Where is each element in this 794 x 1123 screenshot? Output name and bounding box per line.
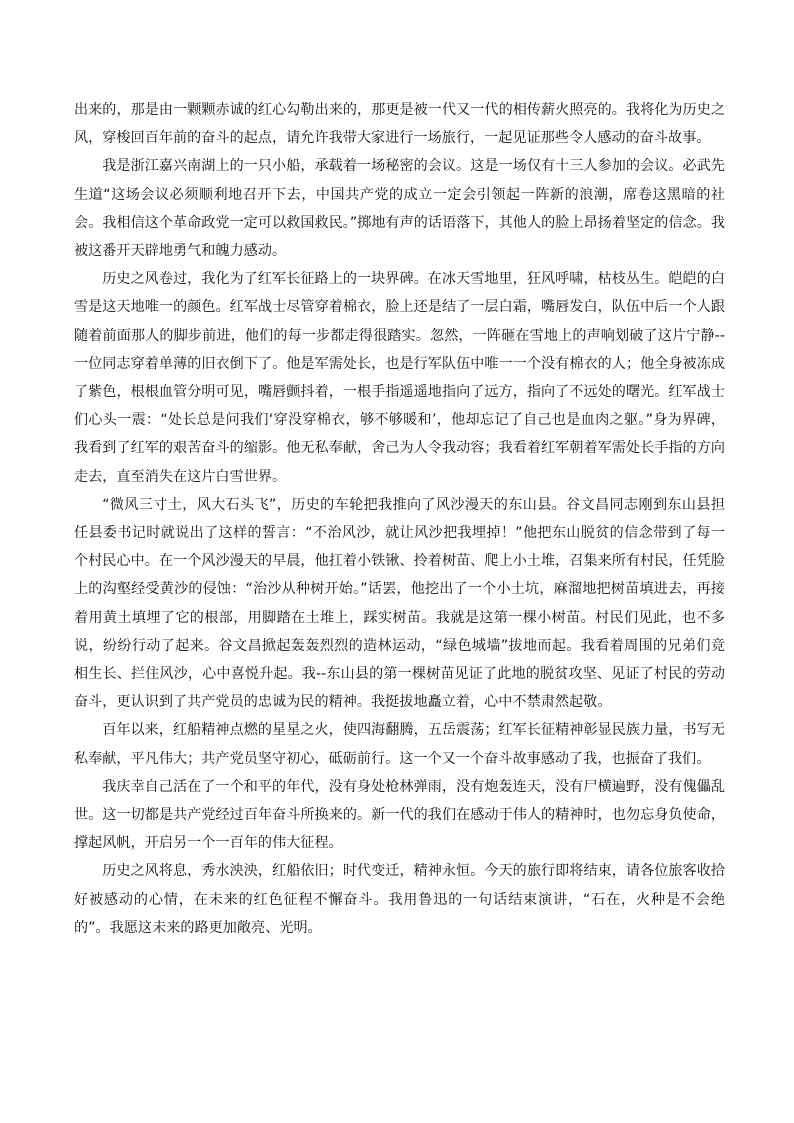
paragraph-conclusion: 历史之风将息，秀水泱泱，红船依旧；时代变迁，精神永恒。今天的旅行即将结束，请各位旅客收拾好被感动的心情，在未来的红色征程不懈奋斗。我用鲁迅的一句话结束演讲，“石在，火种是不会绝的”。我愿这未来的路更加敞亮、光明。 [74, 863, 725, 936]
paragraph-century-summary: 百年以来，红船精神点燃的星星之火，使四海翻腾，五岳震荡；红军长征精神彰显民族力量，书写无私奉献，平凡伟大；共产党员坚守初心，砥砺前行。这一个又一个奋斗故事感动了我，也振奋了我们。 [74, 722, 725, 767]
document-body [74, 96, 725, 942]
paragraph-long-march: 历史之风卷过，我化为了红军长征路上的一块界碑。在冰天雪地里，狂风呼啸，枯枝丛生。皑皑的白雪是这天地唯一的颜色。红军战士尽管穿着棉衣，脸上还是结了一层白霜，嘴唇发白，队伍中后一个人跟随着前面那人的脚步前进，他们的每一步都走得很踏实。忽然，一阵砸在雪地上的声响划破了这片宁静--一位同志穿着单薄的旧衣倒下了。他是军需处长，也是行军队伍中唯一一个没有棉衣的人；他全身被冻成了紫色，根根血管分明可见，嘴唇颤抖着，一根手指遥遥地指向了远方，指向了不远处的曙光。红军战士们心头一震：“处长总是问我们‘穿没穿棉衣，够不够暖和’，他却忘记了自己也是血肉之躯。”身为界碑，我看到了红军的艰苦奋斗的缩影。他无私奉献，舍己为人令我动容；我看着红军朝着军需处长手指的方向走去，直至消失在这片白雪世界。 [74, 271, 725, 485]
paragraph-dongshan: “微风三寸土，风大石头飞”，历史的车轮把我推向了风沙漫天的东山县。谷文昌同志刚到东山县担任县委书记时就说出了这样的誓言：“不治风沙，就让风沙把我埋掉！”他把东山脱贫的信念带到了每一个村民心中。在一个风沙漫天的早晨，他扛着小铁锹、拎着树苗、爬上小土堆，召集来所有村民，任凭脸上的沟壑经受黄沙的侵蚀：“治沙从种树开始。”话罢，他挖出了一个小土坑，麻溜地把树苗填进去，再接着用黄土填埋了它的根部，用脚踏在土堆上，踩实树苗。我就是这第一棵小树苗。村民们见此，也不多说，纷纷行动了起来。谷文昌掀起轰轰烈烈的造林运动，“绿色城墙”拔地而起。我看着周围的兄弟们竞相生长、拦住风沙，心中喜悦升起。我--东山县的第一棵树苗见证了此地的脱贫攻坚、见证了村民的劳动奋斗，更认识到了共产党员的忠诚为民的精神。我挺拔地矗立着，心中不禁肃然起敬。 [74, 496, 725, 711]
paragraph-intro-continued: 出来的，那是由一颗颗赤诚的红心勾勒出来的，那更是被一代又一代的相传薪火照亮的。我将化为历史之风，穿梭回百年前的奋斗的起点，请允许我带大家进行一场旅行，一起见证那些令人感动的奋斗故事。 [74, 102, 725, 147]
paragraph-peace-era: 我庆幸自己活在了一个和平的年代，没有身处枪林弹雨，没有炮轰连天，没有尸横遍野，没有傀儡乱世。这一切都是共产党经过百年奋斗所换来的。新一代的我们在感动于伟人的精神时，也勿忘身负使命，撑起风帆，开启另一个一百年的伟大征程。 [74, 778, 725, 852]
paragraph-red-boat: 我是浙江嘉兴南湖上的一只小船，承载着一场秘密的会议。这是一场仅有十三人参加的会议。必武先生道“这场会议必须顺利地召开下去，中国共产党的成立一定会引领起一阵新的浪潮，席卷这黑暗的社会。我相信这个革命政党一定可以救国救民。”掷地有声的话语落下，其他人的脸上昂扬着坚定的信念。我被这番开天辟地勇气和魄力感动。 [74, 158, 725, 260]
